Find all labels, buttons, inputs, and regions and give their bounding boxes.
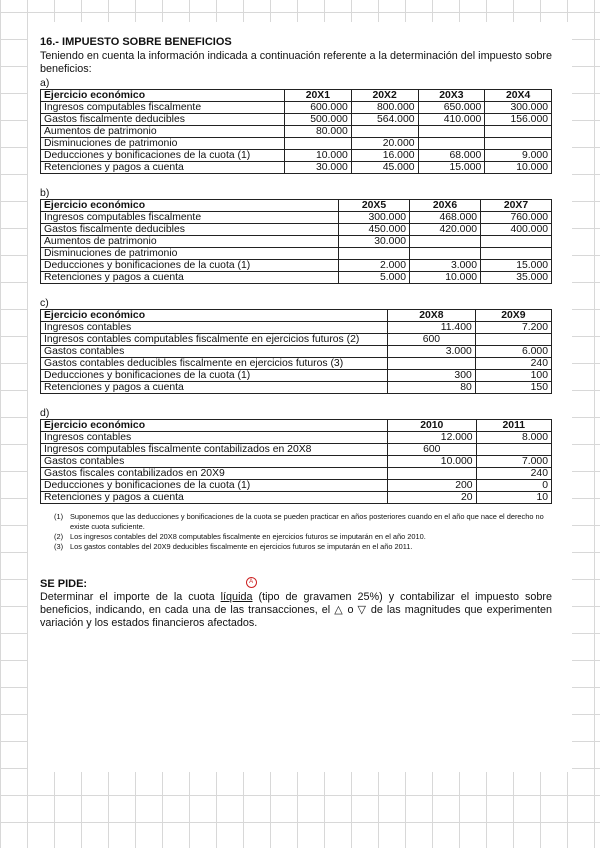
row-label: Deducciones y bonificaciones de la cuota (1) [41, 480, 388, 492]
se-pide-text-start: Determinar el importe de la cuota [40, 591, 221, 603]
cell-value: 156.000 [485, 114, 552, 126]
row-label: Ingresos contables [41, 322, 388, 334]
cell-value [481, 248, 552, 260]
table-row [41, 126, 552, 138]
cell-value: 10.000 [285, 150, 352, 162]
cell-value: 240 [476, 468, 551, 480]
header-cell: 2011 [476, 420, 551, 432]
footnote-text: Los ingresos contables del 20X8 computables fiscalmente en ejercicios futuros se imputarán en el año 2010. [70, 532, 426, 541]
cell-value: 15.000 [481, 260, 552, 272]
cell-value: 20.000 [351, 138, 418, 150]
table-row [41, 358, 552, 370]
exercise-content [40, 36, 552, 630]
table-row [41, 346, 552, 358]
table-b [40, 199, 552, 284]
cell-value: 12.000 [388, 432, 477, 444]
table-d-header [41, 420, 552, 432]
cell-value: 30.000 [285, 162, 352, 174]
row-label: Gastos fiscalmente deducibles [41, 114, 285, 126]
row-label: Aumentos de patrimonio [41, 126, 285, 138]
table-row [41, 162, 552, 174]
section-b-label: b) [40, 187, 50, 199]
cell-value: 5.000 [339, 272, 410, 284]
row-label: Disminuciones de patrimonio [41, 248, 339, 260]
cell-value: 10.000 [388, 456, 477, 468]
table-row [41, 382, 552, 394]
cell-value: 150 [475, 382, 551, 394]
cell-value: 30.000 [339, 236, 410, 248]
cell-value [476, 444, 551, 456]
table-b-header [41, 200, 552, 212]
section-c-label: c) [40, 297, 49, 309]
header-cell: Ejercicio económico [41, 420, 388, 432]
cell-value: 600 [388, 444, 477, 456]
table-a [40, 89, 552, 174]
cell-value: 600 [388, 334, 476, 346]
row-label: Ingresos contables computables fiscalmente en ejercicios futuros (2) [41, 334, 388, 346]
cell-value: 8.000 [476, 432, 551, 444]
table-row [41, 236, 552, 248]
header-cell: 20X6 [410, 200, 481, 212]
cell-value: 35.000 [481, 272, 552, 284]
header-cell: 20X5 [339, 200, 410, 212]
row-label: Disminuciones de patrimonio [41, 138, 285, 150]
table-row [41, 114, 552, 126]
row-label: Gastos fiscalmente deducibles [41, 224, 339, 236]
footnote-text: Suponemos que las deducciones y bonificaciones de la cuota se pueden practicar en años posteriores cuando en el año que nace el derecho no existe cuota suficiente. [70, 512, 544, 531]
cell-value: 80.000 [285, 126, 352, 138]
table-row [41, 138, 552, 150]
cell-value: 68.000 [418, 150, 485, 162]
annotation-marker-icon: A [246, 577, 257, 588]
row-label: Deducciones y bonificaciones de la cuota (1) [41, 260, 339, 272]
cell-value [339, 248, 410, 260]
row-label: Aumentos de patrimonio [41, 236, 339, 248]
section-a-label: a) [40, 77, 50, 89]
footnote-text: Los gastos contables del 20X9 deducibles fiscalmente en ejercicios futuros se imputarán en el año 2011. [70, 542, 413, 551]
cell-value: 11.400 [388, 322, 476, 334]
row-label: Retenciones y pagos a cuenta [41, 162, 285, 174]
table-row [41, 370, 552, 382]
cell-value [481, 236, 552, 248]
cell-value: 600.000 [285, 102, 352, 114]
row-label: Gastos fiscales contabilizados en 20X9 [41, 468, 388, 480]
table-row [41, 260, 552, 272]
cell-value: 200 [388, 480, 477, 492]
footnote [54, 542, 552, 552]
header-cell: 20X3 [418, 90, 485, 102]
cell-value: 650.000 [418, 102, 485, 114]
cell-value: 564.000 [351, 114, 418, 126]
cell-value: 0 [476, 480, 551, 492]
row-label: Gastos contables deducibles fiscalmente en ejercicios futuros (3) [41, 358, 388, 370]
table-row [41, 432, 552, 444]
document-page [28, 22, 572, 772]
row-label: Deducciones y bonificaciones de la cuota (1) [41, 370, 388, 382]
row-label: Ingresos contables [41, 432, 388, 444]
footnote-number: (2) [54, 532, 64, 541]
exercise-title: 16.- IMPUESTO SOBRE BENEFICIOS [40, 36, 232, 48]
highlighted-word-text: líquida [220, 591, 253, 603]
footnote-number: (1) [54, 512, 64, 521]
cell-value: 300.000 [339, 212, 410, 224]
table-row [41, 212, 552, 224]
cell-value: 410.000 [418, 114, 485, 126]
cell-value: 80 [388, 382, 476, 394]
cell-value [418, 138, 485, 150]
header-cell: Ejercicio económico [41, 310, 388, 322]
cell-value: 9.000 [485, 150, 552, 162]
header-cell: 20X1 [285, 90, 352, 102]
table-c [40, 309, 552, 394]
footnotes [40, 512, 552, 552]
se-pide-heading: SE PIDE: [40, 578, 88, 590]
header-cell: 2010 [388, 420, 477, 432]
cell-value: 15.000 [418, 162, 485, 174]
cell-value: 100 [475, 370, 551, 382]
footnote-number: (3) [54, 542, 64, 551]
cell-value [285, 138, 352, 150]
row-label: Ingresos computables fiscalmente [41, 102, 285, 114]
table-row [41, 272, 552, 284]
footnote [54, 532, 552, 542]
cell-value [410, 248, 481, 260]
table-row [41, 150, 552, 162]
section-d-label: d) [40, 407, 50, 419]
cell-value: 468.000 [410, 212, 481, 224]
cell-value: 240 [475, 358, 551, 370]
table-row [41, 102, 552, 114]
row-label: Retenciones y pagos a cuenta [41, 492, 388, 504]
cell-value [388, 468, 477, 480]
table-row [41, 444, 552, 456]
cell-value: 10.000 [485, 162, 552, 174]
table-row [41, 334, 552, 346]
cell-value: 6.000 [475, 346, 551, 358]
cell-value: 400.000 [481, 224, 552, 236]
table-c-header [41, 310, 552, 322]
cell-value: 3.000 [410, 260, 481, 272]
header-cell: 20X8 [388, 310, 476, 322]
table-row [41, 248, 552, 260]
table-row [41, 456, 552, 468]
cell-value: 450.000 [339, 224, 410, 236]
row-label: Gastos contables [41, 456, 388, 468]
cell-value: 7.200 [475, 322, 551, 334]
table-d [40, 419, 552, 504]
cell-value: 45.000 [351, 162, 418, 174]
cell-value: 760.000 [481, 212, 552, 224]
cell-value: 16.000 [351, 150, 418, 162]
cell-value: 20 [388, 492, 477, 504]
row-label: Ingresos computables fiscalmente contabilizados en 20X8 [41, 444, 388, 456]
cell-value: 300.000 [485, 102, 552, 114]
row-label: Retenciones y pagos a cuenta [41, 382, 388, 394]
cell-value: 500.000 [285, 114, 352, 126]
table-row [41, 480, 552, 492]
cell-value: 10 [476, 492, 551, 504]
table-row [41, 468, 552, 480]
cell-value: 420.000 [410, 224, 481, 236]
table-row [41, 322, 552, 334]
row-label: Retenciones y pagos a cuenta [41, 272, 339, 284]
footnote [54, 512, 552, 532]
table-row [41, 492, 552, 504]
cell-value: 3.000 [388, 346, 476, 358]
header-cell: 20X2 [351, 90, 418, 102]
row-label: Deducciones y bonificaciones de la cuota (1) [41, 150, 285, 162]
highlighted-word [220, 579, 254, 603]
header-cell: 20X9 [475, 310, 551, 322]
cell-value: 2.000 [339, 260, 410, 272]
cell-value [475, 334, 551, 346]
cell-value: 7.000 [476, 456, 551, 468]
table-a-header [41, 90, 552, 102]
header-cell: Ejercicio económico [41, 90, 285, 102]
header-cell: Ejercicio económico [41, 200, 339, 212]
cell-value: 10.000 [410, 272, 481, 284]
row-label: Gastos contables [41, 346, 388, 358]
cell-value [485, 138, 552, 150]
cell-value [485, 126, 552, 138]
header-cell: 20X4 [485, 90, 552, 102]
cell-value: 800.000 [351, 102, 418, 114]
table-row [41, 224, 552, 236]
row-label: Ingresos computables fiscalmente [41, 212, 339, 224]
cell-value [351, 126, 418, 138]
cell-value [410, 236, 481, 248]
header-cell: 20X7 [481, 200, 552, 212]
cell-value [388, 358, 476, 370]
cell-value [418, 126, 485, 138]
exercise-intro: Teniendo en cuenta la información indicada a continuación referente a la determinación del impuesto sobre beneficios: [40, 50, 552, 75]
se-pide-text-end: (tipo de gravamen 25%) y contabilizar el impuesto sobre beneficios, indicando, en cada una de las transacciones, el △ o ▽ de las magnitudes que experimenten variación y los estados financieros afectados. [40, 591, 552, 629]
cell-value: 300 [388, 370, 476, 382]
